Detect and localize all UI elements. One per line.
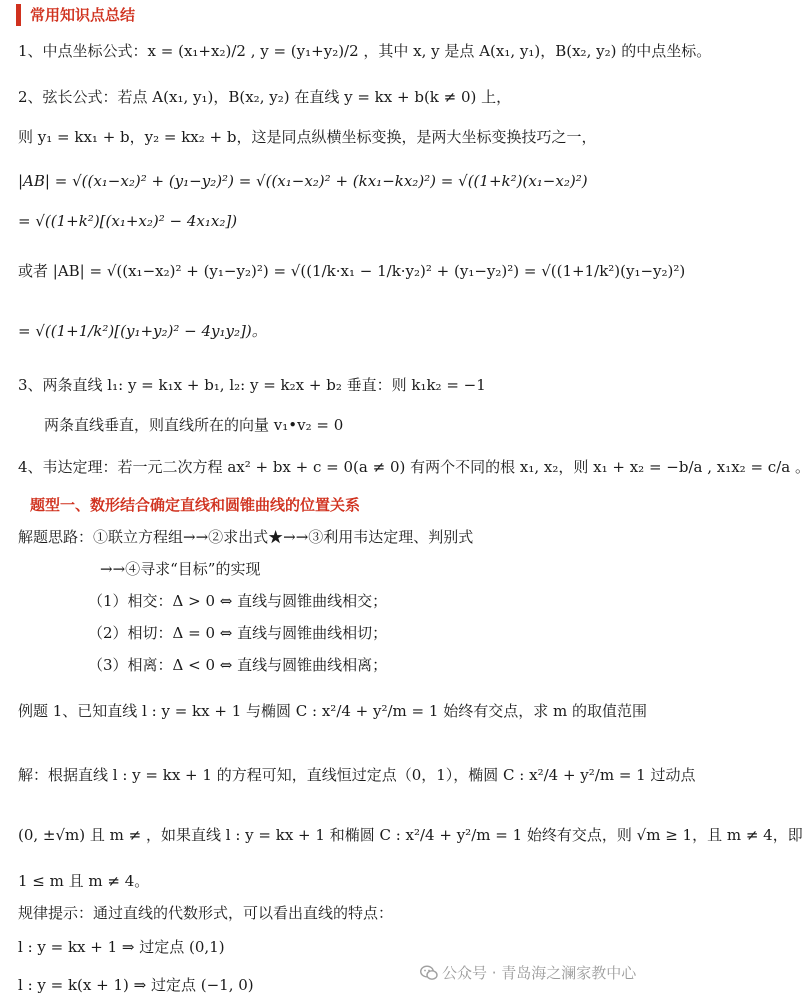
line-case-intersect: （1）相交：Δ > 0 ⇔ 直线与圆锥曲线相交； xyxy=(88,592,388,610)
line-perpendicular-vectors: 两条直线垂直，则直线所在的向量 v₁•v₂ = 0 xyxy=(44,416,344,434)
line-case-tangent: （2）相切：Δ = 0 ⇔ 直线与圆锥曲线相切； xyxy=(88,624,388,642)
line-coordinate-transform: 则 y₁ = kx₁ + b，y₂ = kx₂ + b，这是同点纵横坐标变换，是两大坐标变换技巧之一， xyxy=(18,128,597,146)
line-solution-approach: 解题思路：①联立方程组→→②求出式★→→③利用韦达定理、判别式 xyxy=(18,528,474,546)
line-chord-length-intro: 2、弦长公式：若点 A(x₁, y₁)，B(x₂, y₂) 在直线 y = kx + b(k ≠ 0) 上， xyxy=(18,88,512,106)
line-solution-2: (0, ±√m) 且 m ≠ ，如果直线 l : y = kx + 1 和椭圆 C : x²/4 + y²/m = 1 始终有交点，则 √m ≥ 1，且 m ≠ 4，即 xyxy=(18,826,803,844)
watermark xyxy=(420,962,636,983)
line-midpoint-formula: 1、中点坐标公式：x = (x₁+x₂)/2 , y = (y₁+y₂)/2 ，其中 x, y 是点 A(x₁, y₁)，B(x₂, y₂) 的中点坐标。 xyxy=(18,42,712,60)
line-rule-tip: 规律提示：通过直线的代数形式，可以看出直线的特点： xyxy=(18,904,394,922)
line-ab-formula-2: = √((1+k²)[(x₁+x₂)² − 4x₁x₂]) xyxy=(18,212,238,230)
line-solution-3: 1 ≤ m 且 m ≠ 4。 xyxy=(18,872,150,890)
page-title: 常用知识点总结 xyxy=(30,6,136,24)
title-accent-bar xyxy=(16,4,21,26)
line-case-separate: （3）相离：Δ < 0 ⇔ 直线与圆锥曲线相离； xyxy=(88,656,388,674)
line-fixed-point-2: l : y = k(x + 1) ⇒ 过定点 (−1, 0) xyxy=(18,976,254,994)
line-ab-formula-alt: 或者 |AB| = √((x₁−x₂)² + (y₁−y₂)²) = √((1/k·x₁ − 1/k·y₂)² + (y₁−y₂)²) = √((1+1/k²)(y₁−y₂)²) xyxy=(18,262,686,280)
line-ab-formula-1: |AB| = √((x₁−x₂)² + (y₁−y₂)²) = √((x₁−x₂)² + (kx₁−kx₂)²) = √((1+k²)(x₁−x₂)²) xyxy=(18,172,588,190)
line-ab-formula-alt-2: = √((1+1/k²)[(y₁+y₂)² − 4y₁y₂])。 xyxy=(18,322,267,340)
line-fixed-point-1: l : y = kx + 1 ⇒ 过定点 (0,1) xyxy=(18,938,225,956)
line-example-1: 例题 1、已知直线 l : y = kx + 1 与椭圆 C : x²/4 + y²/m = 1 始终有交点，求 m 的取值范围 xyxy=(18,702,647,720)
line-solution-approach-2: →→④寻求“目标”的实现 xyxy=(100,560,261,578)
wechat-icon xyxy=(420,965,438,981)
watermark-text: 公众号 · 青岛海之澜家教中心 xyxy=(442,964,637,982)
section-heading-type-1: 题型一、数形结合确定直线和圆锥曲线的位置关系 xyxy=(30,496,361,514)
line-vieta-theorem: 4、韦达定理：若一元二次方程 ax² + bx + c = 0(a ≠ 0) 有两个不同的根 x₁, x₂，则 x₁ + x₂ = −b/a , x₁x₂ = c/a 。 xyxy=(18,458,810,476)
line-solution-1: 解：根据直线 l : y = kx + 1 的方程可知，直线恒过定点（0，1），椭圆 C : x²/4 + y²/m = 1 过动点 xyxy=(18,766,696,784)
line-perpendicular-lines: 3、两条直线 l₁: y = k₁x + b₁, l₂: y = k₂x + b₂ 垂直：则 k₁k₂ = −1 xyxy=(18,376,486,394)
